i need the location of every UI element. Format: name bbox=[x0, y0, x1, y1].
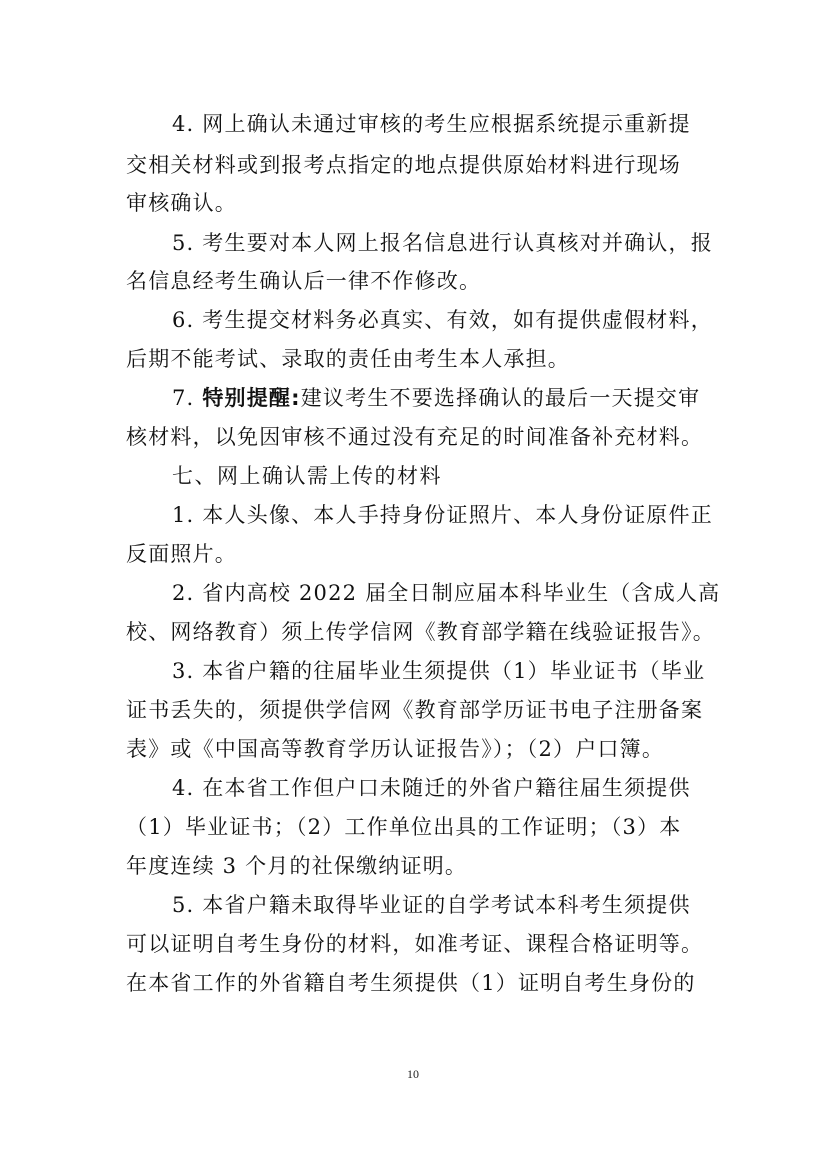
text-line: 反面照片。 bbox=[126, 542, 237, 566]
text-line: 4. 在本省工作但户口未随迁的外省户籍往届生须提供 bbox=[172, 776, 691, 800]
text-line: 后期不能考试、录取的责任由考生本人承担。 bbox=[126, 347, 570, 371]
text-line: 在本省工作的外省籍自考生须提供（1）证明自考生身份的 bbox=[126, 971, 696, 995]
text-line-rest: 建议考生不要选择确认的最后一天提交审 bbox=[300, 386, 701, 410]
text-line: 5. 本省户籍未取得毕业证的自学考试本科考生须提供 bbox=[172, 893, 691, 917]
text-line: 证书丢失的，须提供学信网《教育部学历证书电子注册备案 bbox=[126, 698, 704, 722]
text-line: （1）毕业证书；（2）工作单位出具的工作证明；（3）本 bbox=[126, 815, 682, 839]
text-line: 2. 省内高校 2022 届全日制应届本科毕业生（含成人高 bbox=[172, 581, 721, 605]
text-line: 交相关材料或到报考点指定的地点提供原始材料进行现场 bbox=[126, 153, 681, 177]
text-line: 3. 本省户籍的往届毕业生须提供（1）毕业证书（毕业 bbox=[172, 659, 706, 683]
section-heading: 七、网上确认需上传的材料 bbox=[172, 464, 442, 488]
text-line: 表》或《中国高等教育学历认证报告》）；（2）户口簿。 bbox=[126, 737, 665, 761]
text-line bbox=[172, 384, 700, 412]
item-number: 7. bbox=[172, 386, 203, 410]
text-line: 4. 网上确认未通过审核的考生应根据系统提示重新提 bbox=[172, 112, 691, 136]
text-line: 名信息经考生确认后一律不作修改。 bbox=[126, 269, 482, 293]
text-line: 1. 本人头像、本人手持身份证照片、本人身份证原件正 bbox=[172, 503, 713, 527]
text-line: 核材料，以免因审核不通过没有充足的时间准备补充材料。 bbox=[126, 425, 704, 449]
special-reminder-label: 特别提醒: bbox=[202, 386, 301, 410]
text-line: 可以证明自考生身份的材料，如准考证、课程合格证明等。 bbox=[126, 932, 704, 956]
text-line: 6. 考生提交材料务必真实、有效，如有提供虚假材料， bbox=[172, 308, 713, 332]
text-line: 校、网络教育）须上传学信网《教育部学籍在线验证报告》。 bbox=[126, 620, 715, 644]
text-line: 年度连续 3 个月的社保缴纳证明。 bbox=[126, 854, 468, 878]
page-number: 10 bbox=[407, 1067, 419, 1081]
text-line: 审核确认。 bbox=[126, 191, 237, 215]
text-line: 5. 考生要对本人网上报名信息进行认真核对并确认，报 bbox=[172, 231, 713, 255]
